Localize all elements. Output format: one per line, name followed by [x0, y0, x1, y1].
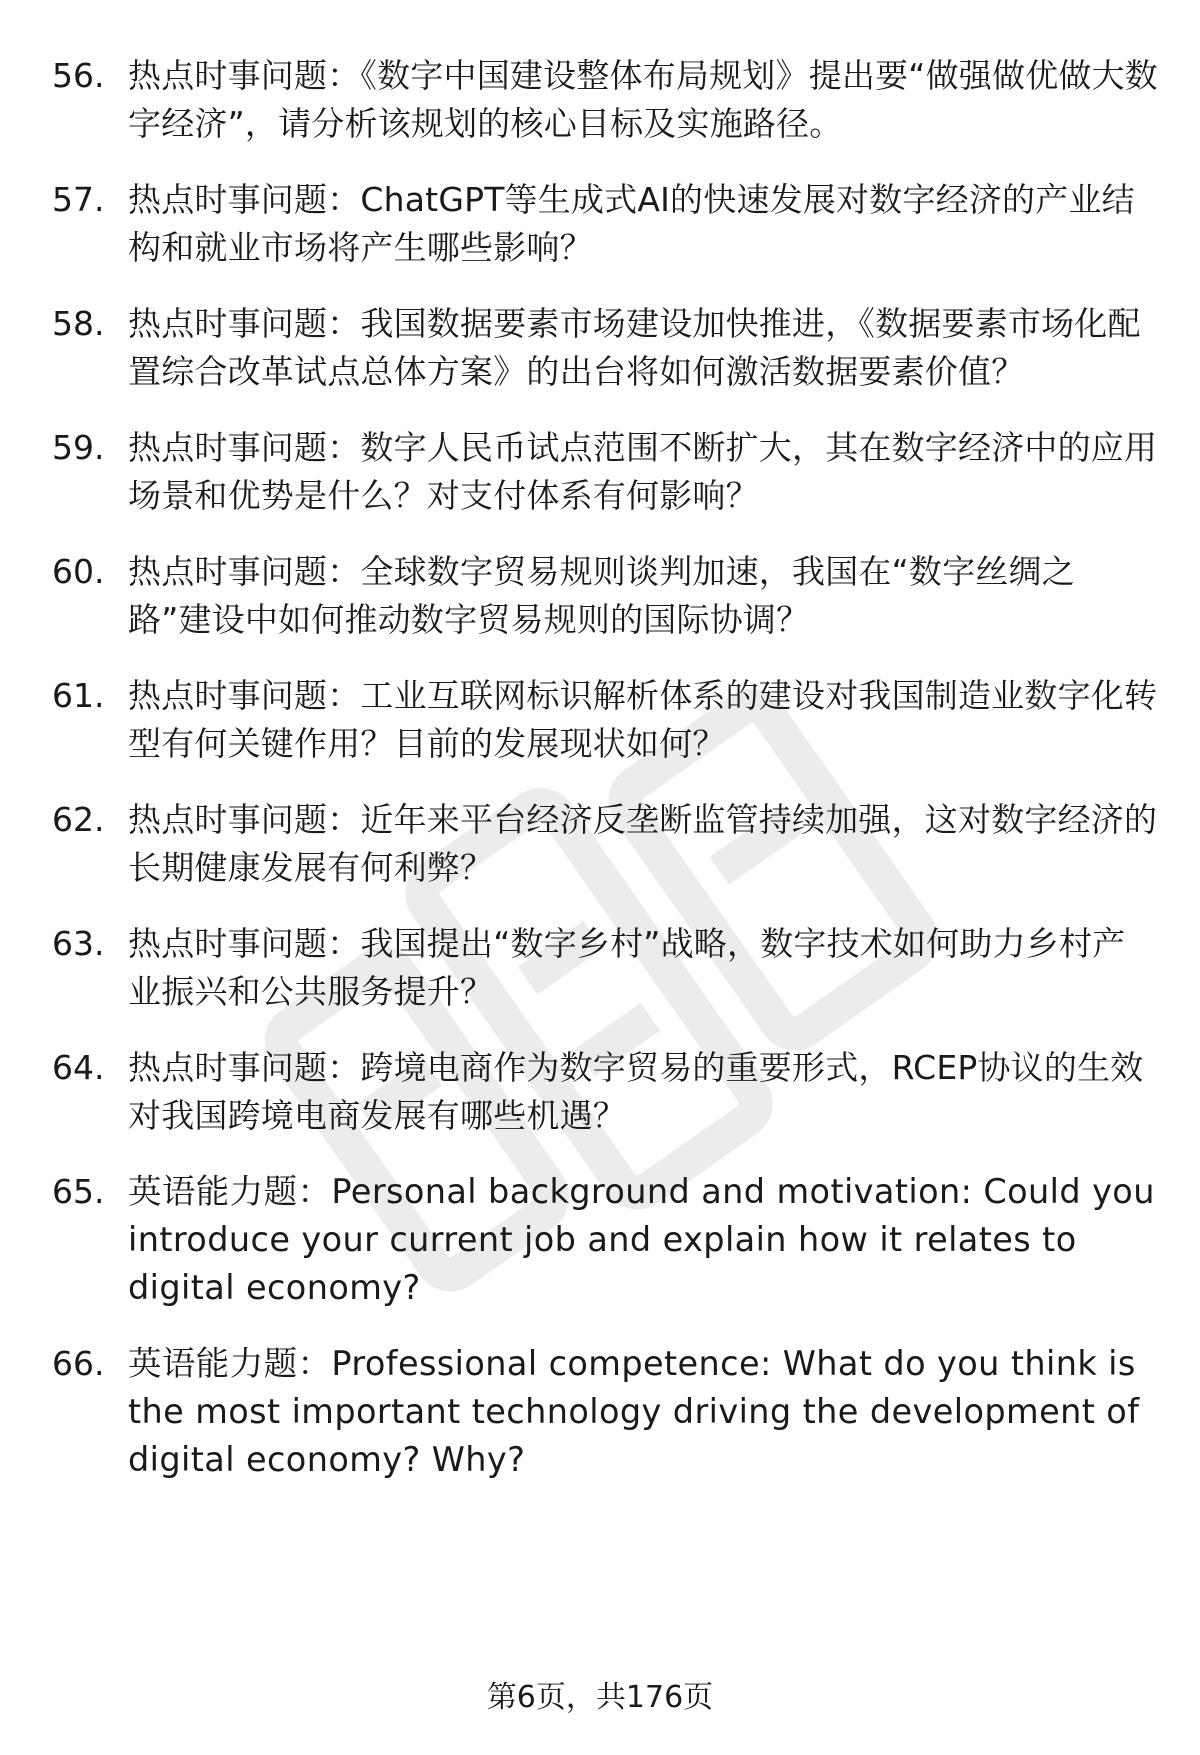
question-number: 59.	[52, 428, 105, 467]
question-text: 英语能力题：Professional competence: What do you think is the most important technology driving the development of digital economy? Why?	[128, 1344, 1140, 1479]
question-text: 热点时事问题：我国提出“数字乡村”战略，数字技术如何助力乡村产业振兴和公共服务提升？	[128, 924, 1126, 1011]
question-item	[0, 1168, 1200, 1312]
question-number: 62.	[52, 800, 105, 839]
question-text: 热点时事问题：近年来平台经济反垄断监管持续加强，这对数字经济的长期健康发展有何利弊？	[128, 800, 1158, 887]
question-number: 66.	[52, 1344, 105, 1383]
question-item	[0, 300, 1200, 396]
question-number: 63.	[52, 924, 105, 963]
question-text: 热点时事问题：数字人民币试点范围不断扩大，其在数字经济中的应用场景和优势是什么？对支付体系有何影响？	[128, 428, 1158, 515]
question-item	[0, 548, 1200, 644]
question-item	[0, 424, 1200, 520]
question-number: 65.	[52, 1172, 105, 1211]
question-text: 热点时事问题：ChatGPT等生成式AI的快速发展对数字经济的产业结构和就业市场将产生哪些影响？	[128, 180, 1135, 267]
question-text: 热点时事问题：跨境电商作为数字贸易的重要形式，RCEP协议的生效对我国跨境电商发展有哪些机遇？	[128, 1048, 1144, 1135]
question-list	[0, 52, 1200, 1512]
question-number: 58.	[52, 304, 105, 343]
question-item	[0, 672, 1200, 768]
question-number: 61.	[52, 676, 105, 715]
question-item	[0, 176, 1200, 272]
question-number: 56.	[52, 56, 105, 95]
question-text: 热点时事问题：《数字中国建设整体布局规划》提出要“做强做优做大数字经济”，请分析该规划的核心目标及实施路径。	[128, 56, 1158, 143]
question-number: 57.	[52, 180, 105, 219]
question-text: 热点时事问题：全球数字贸易规则谈判加速，我国在“数字丝绸之路”建设中如何推动数字贸易规则的国际协调？	[128, 552, 1075, 639]
page-footer: 第6页，共176页	[486, 1680, 714, 1715]
question-item	[0, 796, 1200, 892]
question-text: 热点时事问题：工业互联网标识解析体系的建设对我国制造业数字化转型有何关键作用？目前的发展现状如何？	[128, 676, 1158, 763]
question-item	[0, 52, 1200, 148]
question-text: 热点时事问题：我国数据要素市场建设加快推进，《数据要素市场化配置综合改革试点总体方案》的出台将如何激活数据要素价值？	[128, 304, 1141, 391]
question-item	[0, 1340, 1200, 1484]
question-text: 英语能力题：Personal background and motivation: Could you introduce your current job and explain how it relates to digital economy?	[128, 1172, 1155, 1307]
question-number: 64.	[52, 1048, 105, 1087]
question-item	[0, 920, 1200, 1016]
question-item	[0, 1044, 1200, 1140]
question-number: 60.	[52, 552, 105, 591]
